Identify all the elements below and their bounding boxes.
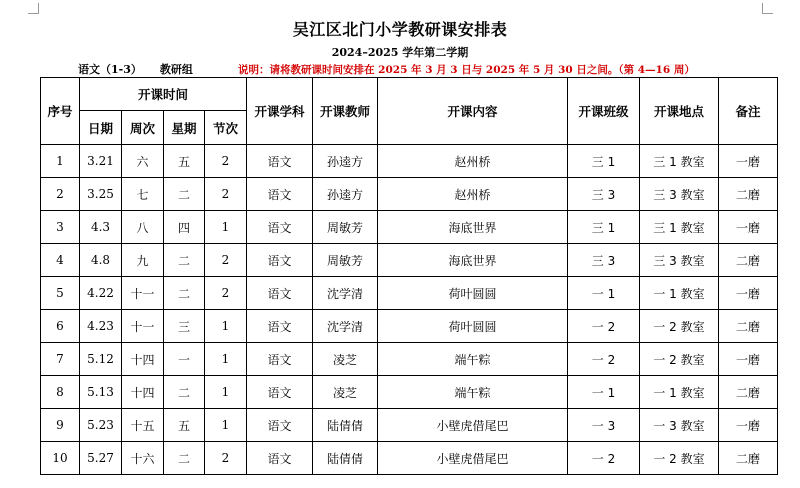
cell-location: 一 1 教室 xyxy=(640,376,719,409)
group-subject: 语文（1-3） xyxy=(76,61,158,78)
cell-remark: 二磨 xyxy=(719,244,778,277)
cell-subject: 语文 xyxy=(247,178,313,211)
cell-no: 5 xyxy=(41,277,80,310)
cell-weekday: 二 xyxy=(164,277,205,310)
cell-content: 端午粽 xyxy=(378,376,568,409)
table-row xyxy=(41,244,778,277)
schedule-table xyxy=(40,77,778,475)
crop-mark-top-right xyxy=(762,3,773,14)
cell-date: 4.22 xyxy=(80,277,122,310)
cell-remark: 一磨 xyxy=(719,211,778,244)
cell-no: 8 xyxy=(41,376,80,409)
cell-remark: 二磨 xyxy=(719,376,778,409)
cell-teacher: 周敏芳 xyxy=(313,211,378,244)
cell-subject: 语文 xyxy=(247,277,313,310)
cell-date: 3.25 xyxy=(80,178,122,211)
cell-remark: 一磨 xyxy=(719,409,778,442)
cell-period: 2 xyxy=(205,244,247,277)
cell-week: 九 xyxy=(122,244,164,277)
header-teacher: 开课教师 xyxy=(313,78,378,145)
cell-period: 1 xyxy=(205,211,247,244)
cell-date: 4.23 xyxy=(80,310,122,343)
cell-content: 海底世界 xyxy=(378,211,568,244)
cell-content: 海底世界 xyxy=(378,244,568,277)
cell-weekday: 二 xyxy=(164,178,205,211)
cell-no: 7 xyxy=(41,343,80,376)
header-time-group: 开课时间 xyxy=(80,78,247,111)
header-content: 开课内容 xyxy=(378,78,568,145)
cell-subject: 语文 xyxy=(247,310,313,343)
cell-period: 2 xyxy=(205,277,247,310)
cell-week: 六 xyxy=(122,145,164,178)
document-title: 吴江区北门小学教研课安排表 xyxy=(292,20,508,39)
table-row xyxy=(41,442,778,475)
cell-remark: 一磨 xyxy=(719,277,778,310)
cell-period: 1 xyxy=(205,310,247,343)
cell-class: 三 1 xyxy=(568,211,640,244)
cell-weekday: 五 xyxy=(164,409,205,442)
header-period: 节次 xyxy=(205,111,247,145)
cell-period: 1 xyxy=(205,376,247,409)
cell-teacher: 周敏芳 xyxy=(313,244,378,277)
cell-period: 2 xyxy=(205,442,247,475)
cell-class: 一 2 xyxy=(568,310,640,343)
cell-teacher: 孙逵方 xyxy=(313,178,378,211)
cell-week: 七 xyxy=(122,178,164,211)
cell-date: 5.13 xyxy=(80,376,122,409)
cell-weekday: 四 xyxy=(164,211,205,244)
cell-week: 十四 xyxy=(122,376,164,409)
cell-subject: 语文 xyxy=(247,409,313,442)
cell-location: 一 1 教室 xyxy=(640,277,719,310)
cell-class: 一 2 xyxy=(568,442,640,475)
cell-week: 八 xyxy=(122,211,164,244)
header-weekday: 星期 xyxy=(164,111,205,145)
cell-date: 4.8 xyxy=(80,244,122,277)
cell-teacher: 凌芝 xyxy=(313,343,378,376)
cell-no: 9 xyxy=(41,409,80,442)
cell-location: 一 2 教室 xyxy=(640,343,719,376)
header-subject: 开课学科 xyxy=(247,78,313,145)
cell-period: 1 xyxy=(205,409,247,442)
cell-class: 一 1 xyxy=(568,277,640,310)
cell-teacher: 陆倩倩 xyxy=(313,409,378,442)
cell-location: 一 3 教室 xyxy=(640,409,719,442)
cell-period: 2 xyxy=(205,145,247,178)
schedule-note: 说明：请将教研课时间安排在 2025 年 3 月 3 日与 2025 年 5 月 30 日之间。（第 4—16 周） xyxy=(238,64,695,76)
cell-subject: 语文 xyxy=(247,211,313,244)
cell-weekday: 一 xyxy=(164,343,205,376)
cell-no: 1 xyxy=(41,145,80,178)
cell-content: 端午粽 xyxy=(378,343,568,376)
crop-mark-top-left xyxy=(28,3,39,14)
header-no: 序号 xyxy=(41,78,80,145)
cell-location: 三 3 教室 xyxy=(640,178,719,211)
cell-teacher: 孙逵方 xyxy=(313,145,378,178)
cell-date: 5.12 xyxy=(80,343,122,376)
table-row xyxy=(41,178,778,211)
cell-location: 三 1 教室 xyxy=(640,145,719,178)
cell-weekday: 二 xyxy=(164,244,205,277)
table-row xyxy=(41,277,778,310)
cell-period: 1 xyxy=(205,343,247,376)
cell-location: 三 1 教室 xyxy=(640,211,719,244)
cell-date: 5.27 xyxy=(80,442,122,475)
cell-class: 三 1 xyxy=(568,145,640,178)
cell-remark: 二磨 xyxy=(719,442,778,475)
cell-date: 4.3 xyxy=(80,211,122,244)
document-subtitle: 2024–2025 学年第二学期 xyxy=(331,46,469,59)
cell-teacher: 沈学清 xyxy=(313,277,378,310)
research-group-line xyxy=(42,61,193,78)
cell-subject: 语文 xyxy=(247,442,313,475)
cell-content: 荷叶圆圆 xyxy=(378,277,568,310)
header-week: 周次 xyxy=(122,111,164,145)
cell-teacher: 陆倩倩 xyxy=(313,442,378,475)
schedule-body xyxy=(41,145,778,475)
cell-subject: 语文 xyxy=(247,244,313,277)
cell-subject: 语文 xyxy=(247,343,313,376)
header-class: 开课班级 xyxy=(568,78,640,145)
cell-content: 赵州桥 xyxy=(378,145,568,178)
header-location: 开课地点 xyxy=(640,78,719,145)
table-row xyxy=(41,145,778,178)
cell-subject: 语文 xyxy=(247,376,313,409)
cell-date: 5.23 xyxy=(80,409,122,442)
table-row xyxy=(41,343,778,376)
cell-content: 荷叶圆圆 xyxy=(378,310,568,343)
cell-date: 3.21 xyxy=(80,145,122,178)
cell-week: 十五 xyxy=(122,409,164,442)
cell-location: 一 2 教室 xyxy=(640,310,719,343)
cell-no: 6 xyxy=(41,310,80,343)
cell-class: 三 3 xyxy=(568,178,640,211)
table-row xyxy=(41,310,778,343)
cell-class: 一 3 xyxy=(568,409,640,442)
cell-class: 一 2 xyxy=(568,343,640,376)
cell-class: 一 1 xyxy=(568,376,640,409)
cell-remark: 一磨 xyxy=(719,343,778,376)
cell-week: 十一 xyxy=(122,277,164,310)
header-remark: 备注 xyxy=(719,78,778,145)
cell-content: 小壁虎借尾巴 xyxy=(378,409,568,442)
cell-week: 十六 xyxy=(122,442,164,475)
cell-content: 小壁虎借尾巴 xyxy=(378,442,568,475)
cell-week: 十一 xyxy=(122,310,164,343)
cell-no: 3 xyxy=(41,211,80,244)
cell-no: 4 xyxy=(41,244,80,277)
cell-no: 10 xyxy=(41,442,80,475)
cell-location: 一 2 教室 xyxy=(640,442,719,475)
cell-weekday: 三 xyxy=(164,310,205,343)
table-row xyxy=(41,211,778,244)
table-row xyxy=(41,376,778,409)
cell-subject: 语文 xyxy=(247,145,313,178)
cell-weekday: 五 xyxy=(164,145,205,178)
cell-remark: 一磨 xyxy=(719,145,778,178)
cell-remark: 二磨 xyxy=(719,310,778,343)
cell-no: 2 xyxy=(41,178,80,211)
cell-class: 三 3 xyxy=(568,244,640,277)
cell-teacher: 沈学清 xyxy=(313,310,378,343)
cell-remark: 二磨 xyxy=(719,178,778,211)
cell-content: 赵州桥 xyxy=(378,178,568,211)
cell-teacher: 凌芝 xyxy=(313,376,378,409)
group-label: 教研组 xyxy=(159,63,193,76)
cell-week: 十四 xyxy=(122,343,164,376)
cell-weekday: 二 xyxy=(164,442,205,475)
header-date: 日期 xyxy=(80,111,122,145)
cell-weekday: 二 xyxy=(164,376,205,409)
table-row xyxy=(41,409,778,442)
cell-period: 2 xyxy=(205,178,247,211)
cell-location: 三 3 教室 xyxy=(640,244,719,277)
